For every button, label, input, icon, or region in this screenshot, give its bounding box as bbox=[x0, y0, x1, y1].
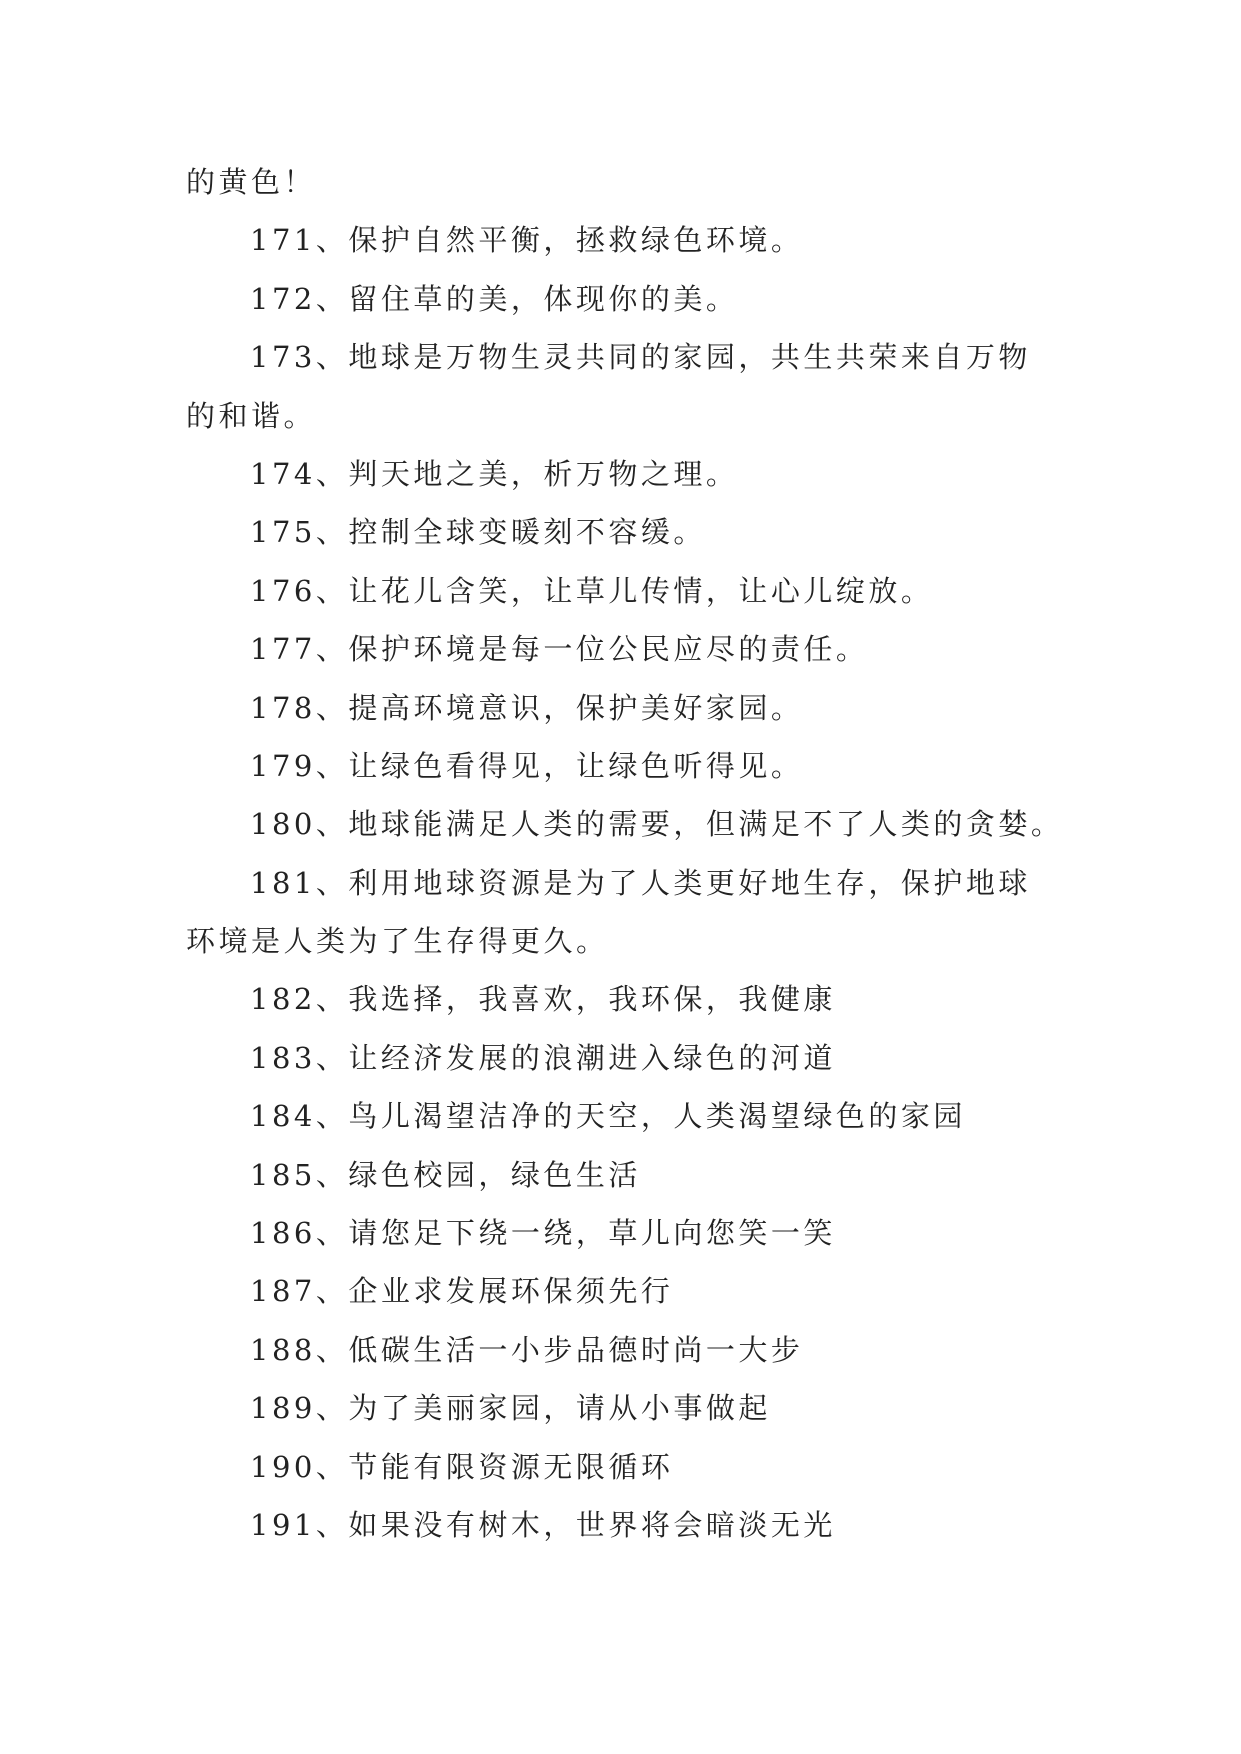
slogan-173-continuation: 的和谐。 bbox=[186, 398, 317, 433]
slogan-183: 183、让经济发展的浪潮进入绿色的河道 bbox=[250, 1040, 836, 1075]
slogan-189: 189、为了美丽家园，请从小事做起 bbox=[250, 1391, 771, 1426]
slogan-173: 173、地球是万物生灵共同的家园，共生共荣来自万物 bbox=[250, 340, 1031, 375]
slogan-188: 188、低碳生活一小步品德时尚一大步 bbox=[250, 1332, 804, 1367]
slogan-172: 172、留住草的美，体现你的美。 bbox=[250, 281, 739, 316]
slogan-176: 176、让花儿含笑，让草儿传情，让心儿绽放。 bbox=[250, 573, 934, 608]
slogan-175: 175、控制全球变暖刻不容缓。 bbox=[250, 515, 706, 550]
slogan-177: 177、保护环境是每一位公民应尽的责任。 bbox=[250, 632, 869, 667]
slogan-181: 181、利用地球资源是为了人类更好地生存，保护地球 bbox=[250, 865, 1031, 900]
slogan-179: 179、让绿色看得见，让绿色听得见。 bbox=[250, 748, 804, 783]
slogan-180: 180、地球能满足人类的需要，但满足不了人类的贪婪。 bbox=[250, 807, 1064, 842]
slogan-174: 174、判天地之美，析万物之理。 bbox=[250, 456, 739, 491]
slogan-184: 184、鸟儿渴望洁净的天空，人类渴望绿色的家园 bbox=[250, 1099, 966, 1134]
slogan-187: 187、企业求发展环保须先行 bbox=[250, 1274, 674, 1309]
slogan-186: 186、请您足下绕一绕，草儿向您笑一笑 bbox=[250, 1216, 836, 1251]
slogan-178: 178、提高环境意识，保护美好家园。 bbox=[250, 690, 804, 725]
slogan-181-continuation: 环境是人类为了生存得更久。 bbox=[186, 924, 609, 959]
text-line-continuation: 的黄色！ bbox=[186, 165, 317, 199]
slogan-191: 191、如果没有树木，世界将会暗淡无光 bbox=[250, 1507, 836, 1542]
slogan-182: 182、我选择，我喜欢，我环保，我健康 bbox=[250, 982, 836, 1017]
slogan-185: 185、绿色校园，绿色生活 bbox=[250, 1157, 641, 1192]
slogan-190: 190、节能有限资源无限循环 bbox=[250, 1449, 674, 1484]
document-body bbox=[186, 153, 1064, 1554]
slogan-171: 171、保护自然平衡，拯救绿色环境。 bbox=[250, 223, 804, 258]
